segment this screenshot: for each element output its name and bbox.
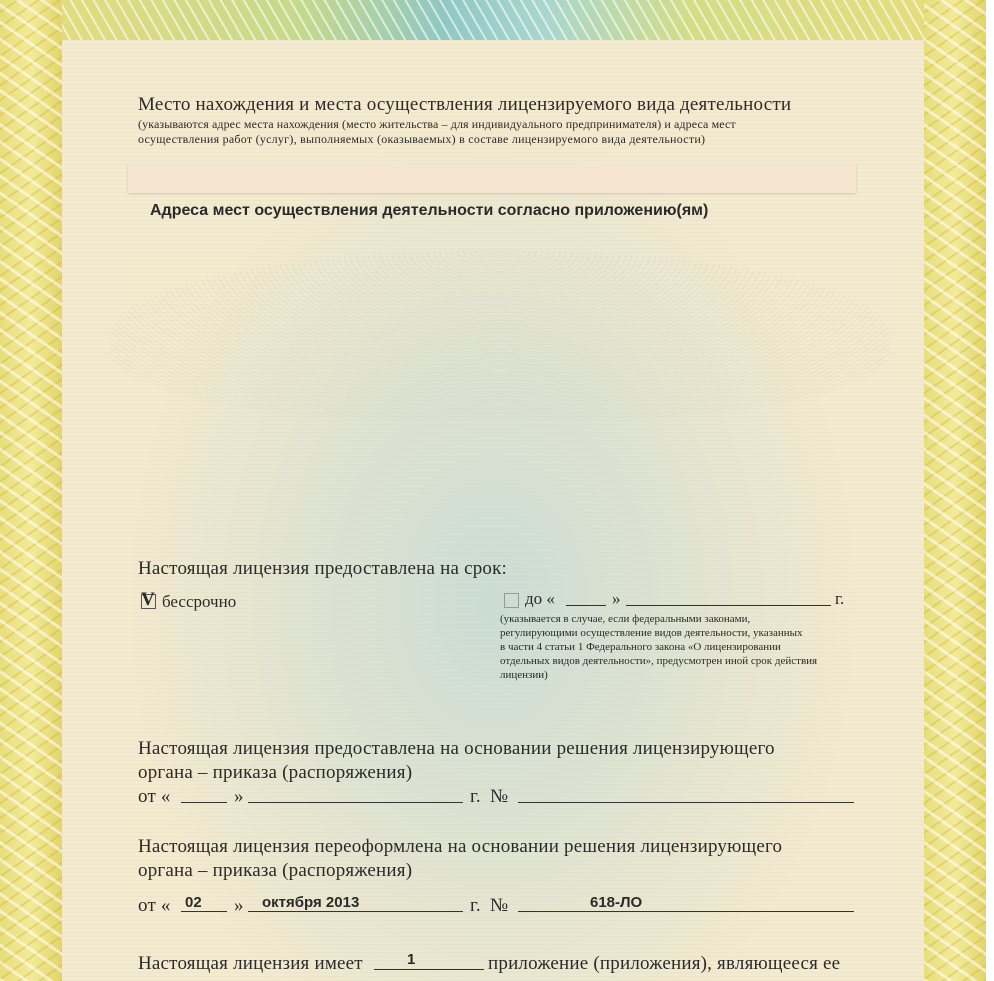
guilloche-watermark xyxy=(110,250,890,420)
ornamental-border-left xyxy=(0,0,62,981)
location-value: Адреса мест осуществления деятельности согласно приложению(ям) xyxy=(150,202,709,219)
granted-line1: Настоящая лицензия предоставлена на основании решения лицензирующего xyxy=(138,738,775,759)
highlight-bar xyxy=(128,163,856,193)
perpetual-label: бессрочно xyxy=(162,592,237,611)
until-day-line xyxy=(566,605,606,606)
location-heading: Место нахождения и места осуществления лицензируемого вида деятельности xyxy=(138,94,792,115)
term-note-line3: в части 4 статьи 1 Федерального закона «О лицензировании xyxy=(500,641,781,653)
annex-count: 1 xyxy=(407,951,416,968)
ornamental-border-top xyxy=(0,0,986,40)
granted-date-line xyxy=(248,802,463,803)
granted-line2: органа – приказа (распоряжения) xyxy=(138,762,413,783)
term-heading: Настоящая лицензия предоставлена на срок: xyxy=(138,558,508,579)
reissued-quote-close: » xyxy=(234,895,244,916)
granted-number-line xyxy=(518,802,854,803)
term-note-line2: регулирующими осуществление видов деятельности, указанных xyxy=(500,627,803,639)
reissued-month-year: октября 2013 xyxy=(262,894,360,911)
term-note-line1: (указывается в случае, если федеральными законами, xyxy=(500,613,751,625)
annex-count-line xyxy=(374,969,484,970)
until-label: до « xyxy=(525,589,555,608)
granted-from-label: от « xyxy=(138,786,171,807)
reissued-date-line xyxy=(248,911,463,912)
location-note-line2: осуществления работ (услуг), выполняемых (оказываемых) в составе лицензируемого вида деятельности) xyxy=(138,132,706,146)
annex-prefix: Настоящая лицензия имеет xyxy=(138,953,363,974)
granted-number-label: № xyxy=(490,786,509,807)
until-year-suffix: г. xyxy=(835,589,845,608)
reissued-number: 618-ЛО xyxy=(590,894,643,911)
until-checkbox[interactable] xyxy=(504,593,519,608)
reissued-from-label: от « xyxy=(138,895,171,916)
scan-edge xyxy=(986,0,994,981)
annex-suffix: приложение (приложения), являющееся ее xyxy=(488,953,841,974)
until-date-line xyxy=(626,605,831,606)
location-note-line1: (указываются адрес места нахождения (место жительства – для индивидуального предпринимателя) и адреса мест xyxy=(138,117,736,131)
term-note-line4: отдельных видов деятельности», предусмотрен иной срок действия xyxy=(500,655,818,667)
granted-year-label: г. xyxy=(470,786,481,807)
reissued-number-line xyxy=(518,911,854,912)
until-quote-close: » xyxy=(612,589,621,608)
granted-day-line xyxy=(181,802,227,803)
term-note-line5: лицензии) xyxy=(500,669,548,681)
reissued-number-label: № xyxy=(490,895,509,916)
checkmark: V xyxy=(141,589,155,610)
granted-quote-close: » xyxy=(234,786,244,807)
reissued-line2: органа – приказа (распоряжения) xyxy=(138,860,413,881)
reissued-day-line xyxy=(181,911,227,912)
reissued-line1: Настоящая лицензия переоформлена на основании решения лицензирующего xyxy=(138,836,783,857)
reissued-year-label: г. xyxy=(470,895,481,916)
ornamental-border-right xyxy=(924,0,986,981)
reissued-day: 02 xyxy=(185,894,202,911)
